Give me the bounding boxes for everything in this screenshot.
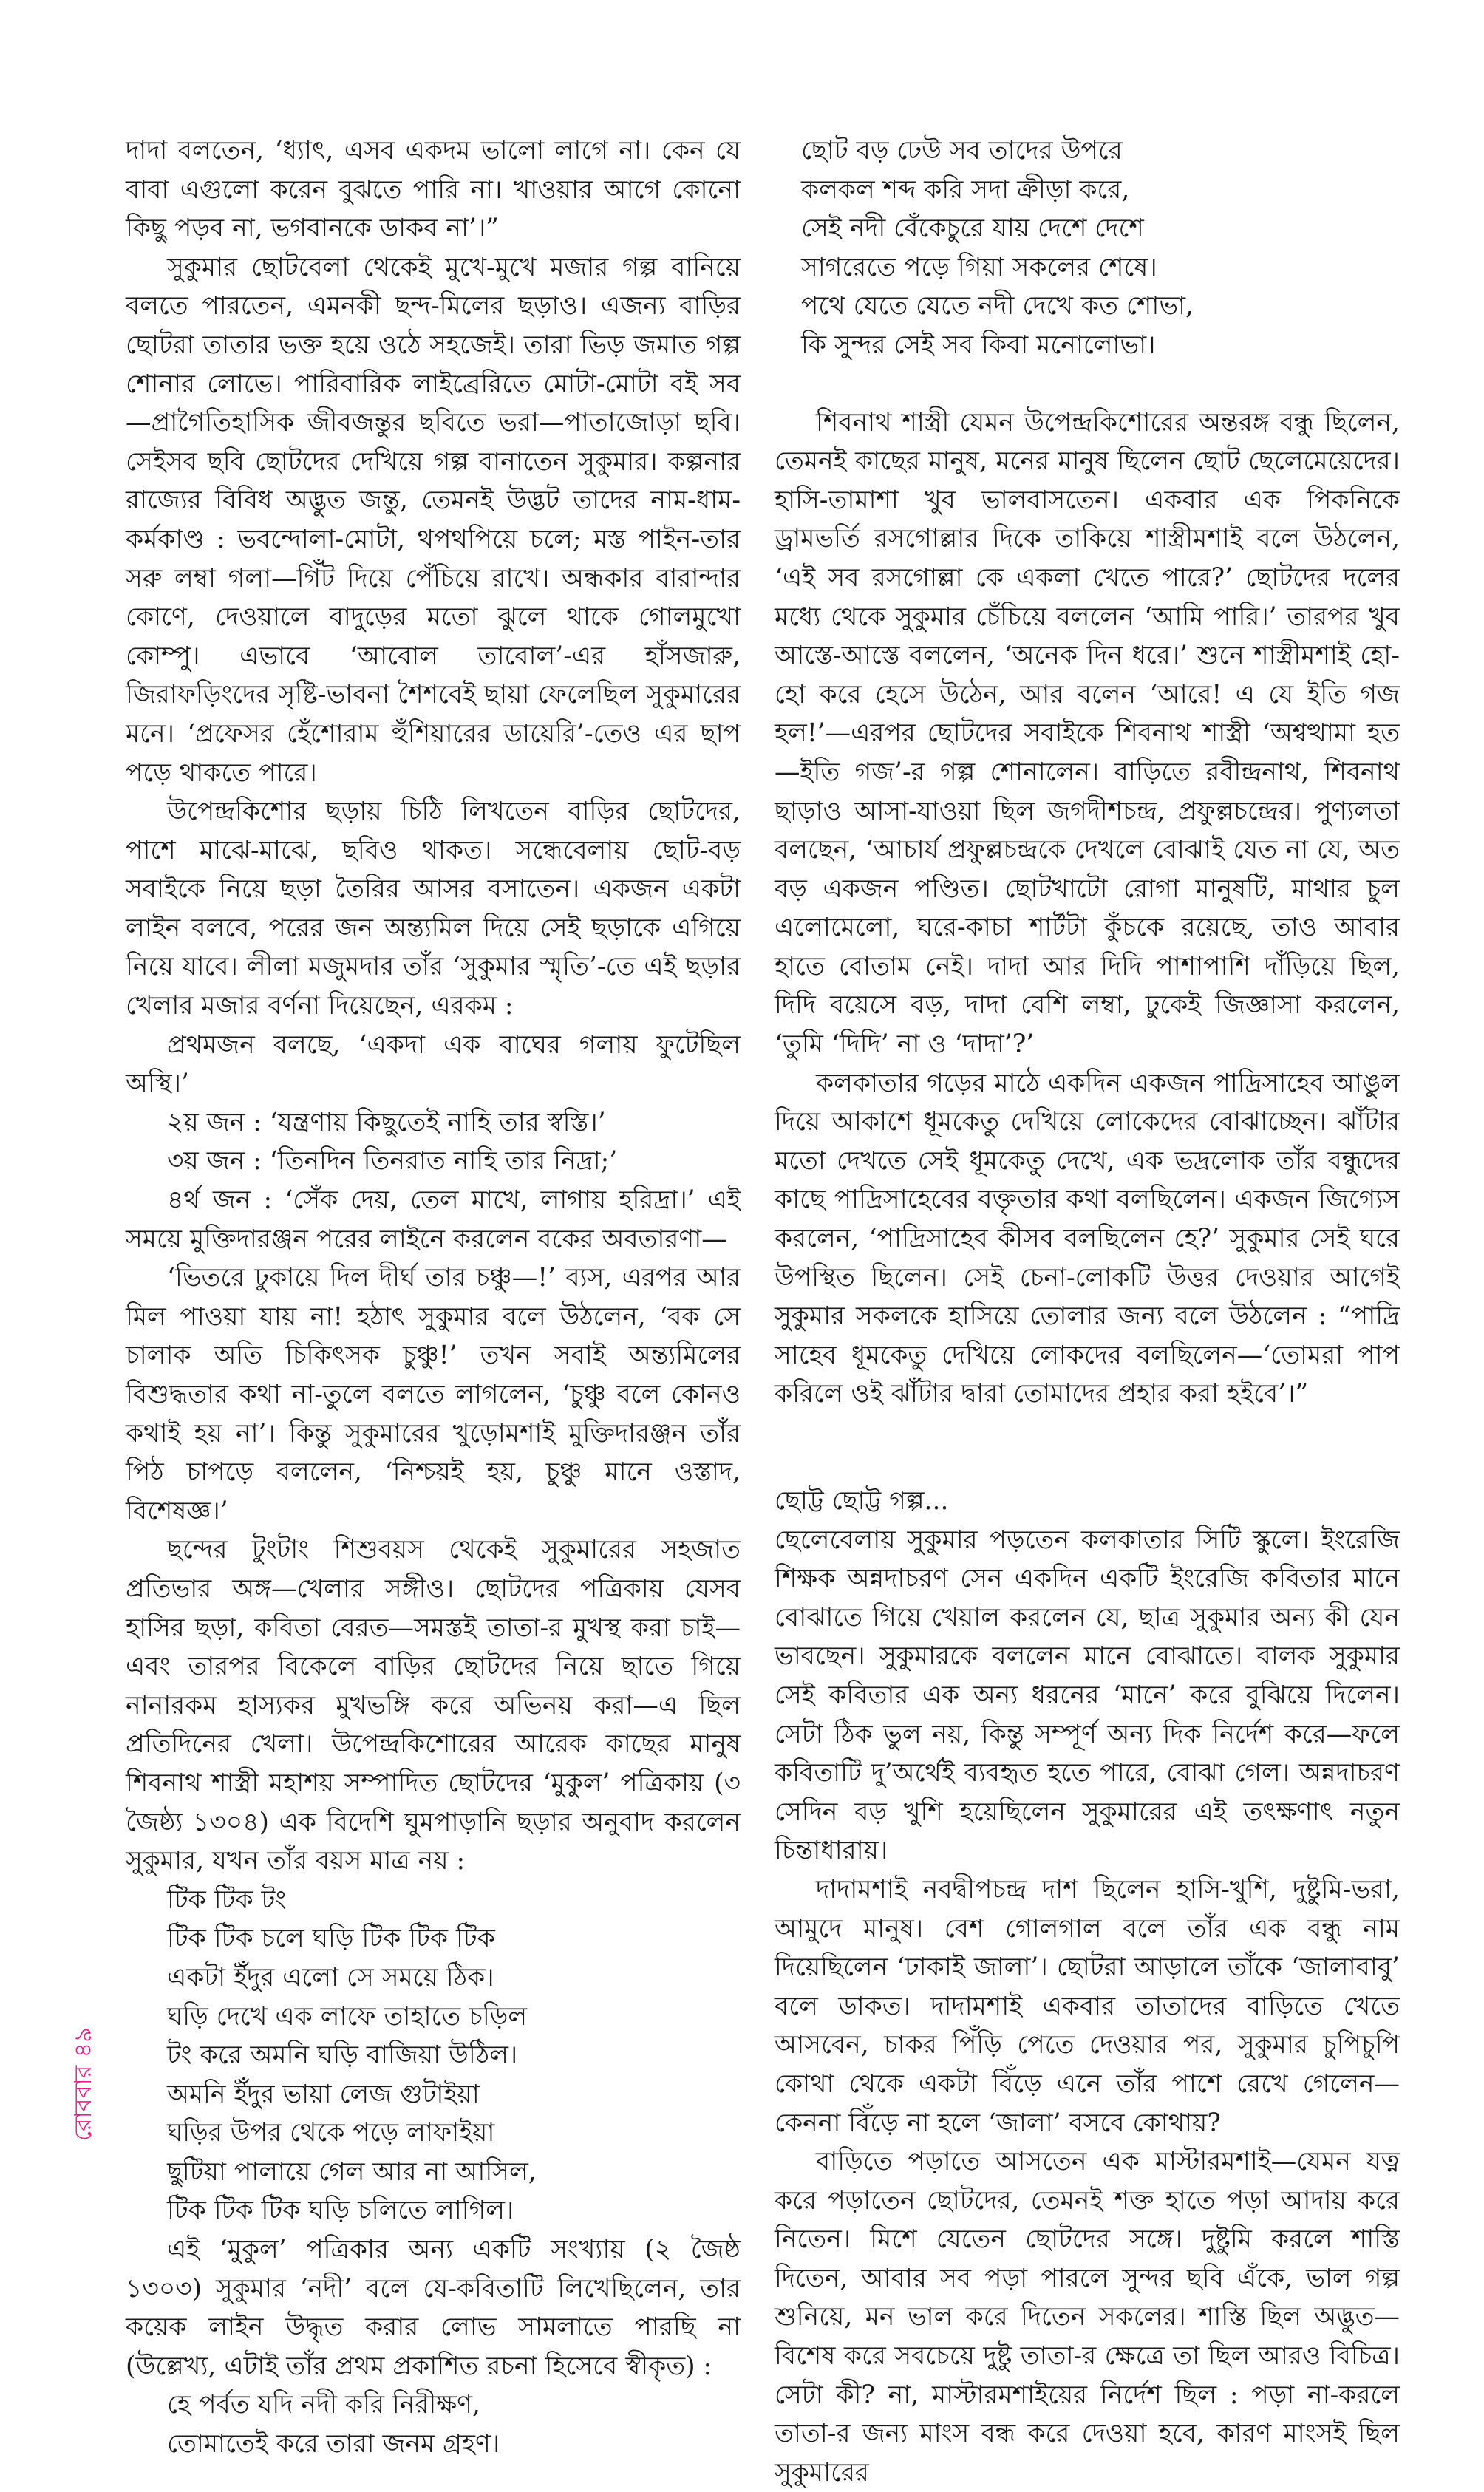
paragraph: ছন্দের টুংটাং শিশুবয়স থেকেই সুকুমারের সহজাত প্রতিভার অঙ্গ—খেলার সঙ্গীও। ছোটদের পত্রিকায় যেসব হাসির ছড়া, কবিতা বেরত—সমস্তই তাতা-র মুখস্থ করা চাই—এবং তারপর বিকেলে বাড়ির ছোটদের নিয়ে ছাতে গিয়ে নানারকম হাস্যকর মুখভঙ্গি করে অভিনয় করা—এ ছিল প্রতিদিনের খেলা। উপেন্দ্রকিশোরের আরেক কাছের মানুষ শিবনাথ শাস্ত্রী মহাশয় সম্পাদিত ছোটদের ‘মুকুল’ পত্রিকায় (৩ জৈষ্ঠ্য ১৩০৪) এক বিদেশি ঘুমপাড়ানি ছড়ার অনুবাদ করলেন সুকুমার, যখন তাঁর বয়স মাত্র নয় : (126, 1535, 741, 1876)
paragraph: শিবনাথ শাস্ত্রী যেমন উপেন্দ্রকিশোরের অন্তরঙ্গ বন্ধু ছিলেন, তেমনই কাছের মানুষ, মনের মানুষ ছিলেন ছোট ছেলেমেয়েদের। হাসি-তামাশা খুব ভালবাসতেন। একবার এক পিকনিকে ড্রামভর্তি রসগোল্লার দিকে তাকিয়ে শাস্ত্রীমশাই বলে উঠলেন, ‘এই সব রসগোল্লা কে একলা খেতে পারে?’ ছোটদের দলের মধ্যে থেকে সুকুমার চেঁচিয়ে বললেন ‘আমি পারি।’ তারপর খুব আস্তে-আস্তে বললেন, ‘অনেক দিন ধরে।’ শুনে শাস্ত্রীমশাই হো-হো করে হেসে উঠেন, আর বলেন ‘আরে! এ যে ইতি গজ হল!’—এরপর ছোটদের সবাইকে শিবনাথ শাস্ত্রী ‘অশ্বত্থামা হত—ইতি গজ’-র গল্প শোনালেন। বাড়িতে রবীন্দ্রনাথ, শিবনাথ ছাড়াও আসা-যাওয়া ছিল জগদীশচন্দ্র, প্রফুল্লচন্দ্রের। পুণ্যলতা বলছেন, ‘আচার্য প্রফুল্লচন্দ্রকে দেখলে বোঝাই যেত না যে, অত বড় একজন পণ্ডিত। ছোটখাটো রোগা মানুষটি, মাথার চুল এলোমেলো, ঘরে-কাচা শার্টটা কুঁচকে রয়েছে, তাও আবার হাতে বোতাম নেই। দাদা আর দিদি পাশাপাশি দাঁড়িয়ে ছিল, দিদি বয়েসে বড়, দাদা বেশি লম্বা, ঢুকেই জিজ্ঞাসা করলেন, ‘তুমি ‘দিদি’ না ও ‘দাদা’?’ (775, 407, 1400, 1060)
poem-line: ঘড়ির উপর থেকে পড়ে লাফাইয়া (167, 2118, 495, 2148)
poem-line: টং করে অমনি ঘড়ি বাজিয়া উঠিল। (167, 2040, 518, 2071)
poem-line: একটা ইঁদুর এলো সে সময়ে ঠিক। (167, 1962, 494, 1992)
left-column (126, 132, 741, 2464)
poem-line: সাগরেতে পড়ে গিয়া সকলের শেষে। (801, 252, 1157, 282)
paragraph: ‘ভিতরে ঢুকায়ে দিল দীর্ঘ তার চঞ্চু—!’ ব্যস, এরপর আর মিল পাওয়া যায় না! হঠাৎ সুকুমার বলে উঠলেন, ‘বক সে চালাক অতি চিকিৎসক চুঞ্চু!’ তখন সবাই অন্ত্যমিলের বিশুদ্ধতার কথা না-তুলে বলতে লাগলেন, ‘চুঞ্চু বলে কোনও কথাই হয় না’। কিন্তু সুকুমারের খুড়োমশাই মুক্তিদারঞ্জন তাঁর পিঠ চাপড়ে বললেন, ‘নিশ্চয়ই হয়, চুঞ্চু মানে ওস্তাদ, বিশেষজ্ঞ।’ (126, 1263, 741, 1526)
poem-line: সেই নদী বেঁকেচুরে যায় দেশে দেশে (801, 214, 1144, 244)
poem-nadi-continued (775, 132, 1400, 365)
page-folio (62, 2010, 106, 2158)
paragraph: উপেন্দ্রকিশোর ছড়ায় চিঠি লিখতেন বাড়ির ছোটদের, পাশে মাঝে-মাঝে, ছবিও থাকত। সন্ধেবেলায় ছোট-বড় সবাইকে নিয়ে ছড়া তৈরির আসর বসাতেন। একজন একটা লাইন বলবে, পরের জন অন্ত্যমিল দিয়ে সেই ছড়াকে এগিয়ে নিয়ে যাবে। লীলা মজুমদার তাঁর ‘সুকুমার স্মৃতি’-তে এই ছড়ার খেলার মজার বর্ণনা দিয়েছেন, এরকম : (126, 797, 741, 1021)
paragraph: ছেলেবেলায় সুকুমার পড়তেন কলকাতার সিটি স্কুলে। ইংরেজি শিক্ষক অন্নদাচরণ সেন একদিন একটি ইংরেজি কবিতার মানে বোঝাতে গিয়ে খেয়াল করলেন যে, ছাত্র সুকুমার অন্য কী যেন ভাবছেন। সুকুমারকে বললেন মানে বোঝাতে। বালক সুকুমার সেই কবিতার এক অন্য ধরনের ‘মানে’ করে বুঝিয়ে দিলেন। সেটা ঠিক ভুল নয়, কিন্তু সম্পূর্ণ অন্য দিক নির্দেশ করে—ফলে কবিতাটি দু’অর্থেই ব্যবহৃত হতে পারে, বোঝা গেল। অন্নদাচরণ সেদিন বড় খুশি হয়েছিলেন সুকুমারের এই তৎক্ষণাৎ নতুন চিন্তাধারায়। (775, 1525, 1400, 1866)
poem-line: তোমাতেই করে তারা জনম গ্রহণ। (167, 2429, 500, 2459)
poem-line: ঘড়ি দেখে এক লাফে তাহাতে চড়িল (167, 2001, 528, 2032)
right-column (775, 132, 1400, 2492)
paragraph: বাড়িতে পড়াতে আসতেন এক মাস্টারমশাই—যেমন যত্ন করে পড়াতেন ছোটদের, তেমনই শক্ত হাতে পড়া আদায় করে নিতেন। মিশে যেতেন ছোটদের সঙ্গে। দুষ্টুমি করলে শাস্তি দিতেন, আবার সব পড়া পারলে সুন্দর ছবি এঁকে, ভাল গল্প শুনিয়ে, মন ভাল করে দিতেন সকলের। শাস্তি ছিল অদ্ভুত—বিশেষ করে সবচেয়ে দুষ্টু তাতা-র ক্ষেত্রে তা ছিল আরও বিচিত্র। সেটা কী? না, মাস্টারমশাইয়ের নির্দেশ ছিল : পড়া না-করলে তাতা-র জন্য মাংস বন্ধ করে দেওয়া হবে, কারণ মাংসই ছিল সুকুমারের (775, 2147, 1400, 2488)
poem-line: কি সুন্দর সেই সব কিবা মনোলোভা। (801, 330, 1156, 360)
poem-line: হে পর্বত যদি নদী করি নিরীক্ষণ, (167, 2390, 480, 2420)
poem-line: অমনি ইঁদুর ভায়া লেজ গুটাইয়া (167, 2079, 480, 2109)
poem-line: টিক টিক চলে ঘড়ি টিক টিক টিক (167, 1924, 495, 1954)
poem-line: টিক টিক টিক ঘড়ি চলিতে লাগিল। (167, 2196, 514, 2226)
paragraph: দাদামশাই নবদ্বীপচন্দ্র দাশ ছিলেন হাসি-খুশি, দুষ্টুমি-ভরা, আমুদে মানুষ। বেশ গোলগাল বলে তাঁর এক বন্ধু নাম দিয়েছিলেন ‘ঢাকাই জালা’। ছোটরা আড়ালে তাঁকে ‘জালাবাবু’ বলে ডাকত। দাদামশাই একবার তাতাদের বাড়িতে খেতে আসবেন, চাকর পিঁড়ি পেতে দেওয়ার পর, সুকুমার চুপিচুপি কোথা থেকে একটা বিঁড়ে এনে তাঁর পাশে রেখে গেলেন—কেননা বিঁড়ে না হলে ‘জালা’ বসবে কোথায়? (775, 1874, 1400, 2138)
section-heading: ছোট্ট ছোট্ট গল্প... (775, 1486, 949, 1516)
poem-line: ছোট বড় ঢেউ সব তাদের উপরে (801, 136, 1123, 166)
rhyme-line: প্রথমজন বলছে, ‘একদা এক বাঘের গলায় ফুটেছিল অস্থি।’ (126, 1029, 741, 1099)
poem-line: পথে যেতে যেতে নদী দেখে কত শোভা, (801, 291, 1194, 321)
rhyme-line: ২য় জন : ‘যন্ত্রণায় কিছুতেই নাহি তার স্বস্তি।’ (167, 1107, 606, 1137)
rhyme-line: ৩য় জন : ‘তিনদিন তিনরাত নাহি তার নিদ্রা;’ (167, 1146, 618, 1177)
poem-line: কলকল শব্দ করি সদা ক্রীড়া করে, (801, 174, 1130, 205)
paragraph: দাদা বলতেন, ‘ধ্যাৎ, এসব একদম ভালো লাগে না। কেন যে বাবা এগুলো করেন বুঝতে পারি না। খাওয়ার আগে কোনো কিছু পড়ব না, ভগবানকে ডাকব না’।” (126, 136, 741, 244)
poem-line: ছুটিয়া পালায়ে গেল আর না আসিল, (167, 2156, 537, 2187)
paragraph: এই ‘মুকুল’ পত্রিকার অন্য একটি সংখ্যায় (২ জৈষ্ঠ ১৩০৩) সুকুমার ‘নদী’ বলে যে-কবিতাটি লিখেছিলেন, তার কয়েক লাইন উদ্ধৃত করার লোভ সামলাতে পারছি না (উল্লেখ্য, এটাই তাঁর প্রথম প্রকাশিত রচনা হিসেবে স্বীকৃত) : (126, 2235, 741, 2381)
paragraph: সুকুমার ছোটবেলা থেকেই মুখে-মুখে মজার গল্প বানিয়ে বলতে পারতেন, এমনকী ছন্দ-মিলের ছড়াও। এজন্য বাড়ির ছোটরা তাতার ভক্ত হয়ে ওঠে সহজেই। তারা ভিড় জমাত গল্প শোনার লোভে। পারিবারিক লাইব্রেরিতে মোটা-মোটা বই সব—প্রাগৈতিহাসিক জীবজন্তুর ছবিতে ভরা—পাতাজোড়া ছবি। সেইসব ছবি ছোটদের দেখিয়ে গল্প বানাতেন সুকুমার। কল্পনার রাজ্যের বিবিধ অদ্ভুত জন্তু, তেমনই উদ্ভট তাদের নাম-ধাম-কর্মকাণ্ড : ভবন্দোলা-মোটা, থপথপিয়ে চলে; মস্ত পাইন-তার সরু লম্বা গলা—গিঁট দিয়ে পেঁচিয়ে রাখে। অন্ধকার বারান্দার কোণে, দেওয়ালে বাদুড়ের মতো ঝুলে থাকে গোলমুখো কোম্পু। এভাবে ‘আবোল তাবোল’-এর হাঁসজারু, জিরাফড়িংদের সৃষ্টি-ভাবনা শৈশবেই ছায়া ফেলেছিল সুকুমারের মনে। ‘প্রফেসর হেঁশোরাম হুঁশিয়ারের ডায়েরি’-তেও এর ছাপ পড়ে থাকতে পারে। (126, 252, 741, 788)
poem-tik-tik-tong (126, 1881, 741, 2230)
folio-text: রোববার ৪৯ (69, 2026, 97, 2142)
paragraph: ৪র্থ জন : ‘সেঁক দেয়, তেল মাখে, লাগায় হরিদ্রা।’ এই সময়ে মুক্তিদারঞ্জন পরের লাইনে করলেন বকের অবতারণা— (126, 1185, 741, 1254)
paragraph: কলকাতার গড়ের মাঠে একদিন একজন পাদ্রিসাহেব আঙুল দিয়ে আকাশে ধূমকেতু দেখিয়ে লোকেদের বোঝাচ্ছেন। ঝাঁটার মতো দেখতে সেই ধূমকেতু দেখে, এক ভদ্রলোক তাঁর বন্ধুদের কাছে পাদ্রিসাহেবের বক্তৃতার কথা বলছিলেন। একজন জিগ্যেস করলেন, ‘পাদ্রিসাহেব কীসব বলছিলেন হে?’ সুকুমার সেই ঘরে উপস্থিত ছিলেন। সেই চেনা-লোকটি উত্তর দেওয়ার আগেই সুকুমার সকলকে হাসিয়ে তোলার জন্য বলে উঠলেন : “পাদ্রি সাহেব ধূমকেতু দেখিয়ে লোকদের বলছিলেন—‘তোমরা পাপ করিলে ওই ঝাঁটার দ্বারা তোমাদের প্রহার করা হইবে’।” (775, 1068, 1400, 1409)
poem-nadi (126, 2386, 741, 2463)
poem-line: টিক টিক টং (167, 1885, 287, 1915)
